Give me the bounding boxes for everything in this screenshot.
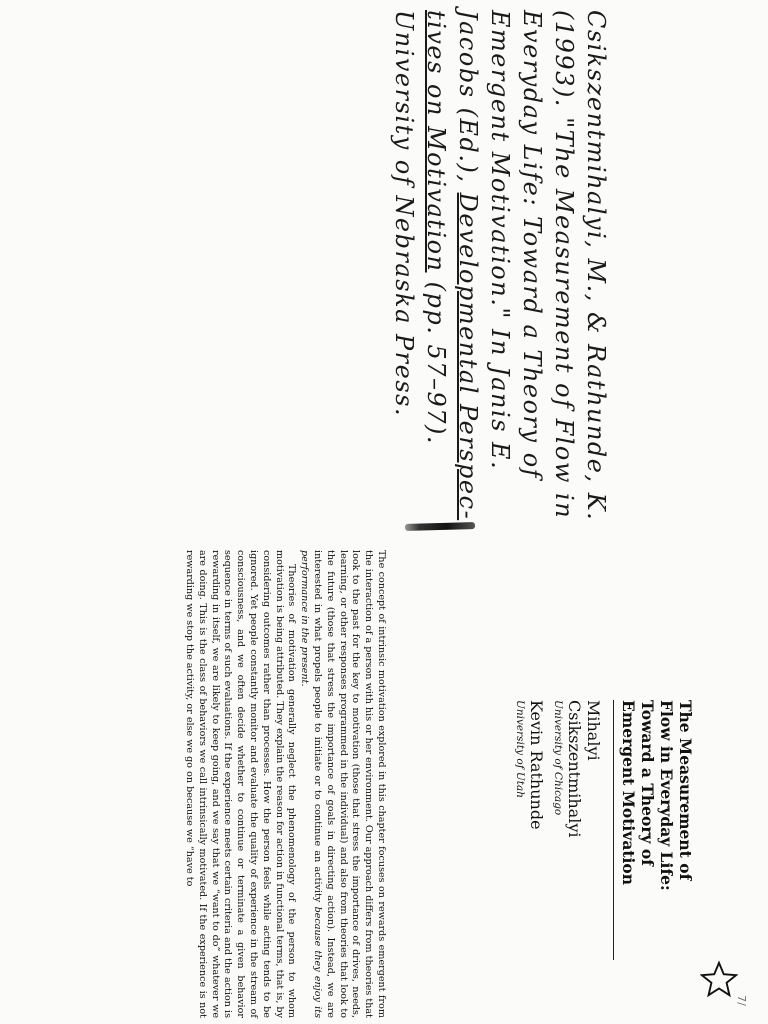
corner-mark: 7/ xyxy=(734,995,748,1006)
paragraph-1 xyxy=(297,550,387,1018)
handwritten-line: Csikszentmihalyi, M., & Rathunde, K. xyxy=(582,10,610,522)
handwritten-pages: (pp. 57–97). xyxy=(422,272,450,446)
title-rule xyxy=(613,700,614,960)
author-2-affiliation: University of Utah xyxy=(514,700,526,799)
binding-strip xyxy=(405,522,475,531)
author-1-first: Mihalyi xyxy=(584,700,603,761)
author-1-last: Csikszentmihalyi xyxy=(565,700,584,838)
star-icon xyxy=(700,960,738,998)
handwritten-editor: Jacobs (Ed.), xyxy=(454,10,482,193)
handwritten-line: (1993). "The Measurement of Flow in xyxy=(550,10,578,520)
handwritten-line: Emergent Motivation." In Janis E. xyxy=(486,10,514,471)
paragraph-1-text: The concept of intrinsic motivation explored in this chapter focuses on rewards emergent from the interaction of a person with his or her environment. Our approach differs from theories that look to the past for the key to motivation (those that stress the importance of drives, needs, learning, or other responses programmed in the individual) and also from theories that look to the future (those that stress the importance of goals in directing action). Instead, we are interested in what propels people to initiate or to continue an activity xyxy=(312,550,387,1018)
paragraph-2: Theories of motivation generally neglect the phenomenology of the person to whom motivation is being attributed. They explain the reason for action in functional terms, that is, by considering outcomes rather than processes. How the person feels while acting tends to be ignored. Yet people constantly monitor and evaluate the quality of experience in the stream of consciousness, and we often decide whether to continue or terminate a given behavior sequence in terms of such evaluations. If the experience meets certain criteria and the action is rewarding in itself, we are likely to keep going, and we say that we “want to do” whatever we are doing. This is the class of behaviors we call intrinsically motivated. If the experience is not rewarding we stop the activity, or else we go on because we “have to xyxy=(184,550,298,1018)
author-2: Kevin Rathunde xyxy=(527,700,546,830)
handwritten-citation xyxy=(52,10,612,522)
chapter-title xyxy=(619,700,695,1010)
body-text xyxy=(37,550,387,1018)
title-line: Toward a Theory of xyxy=(638,700,657,866)
handwritten-line: Everyday Life: Toward a Theory of xyxy=(518,10,546,480)
author-1-affiliation: University of Chicago xyxy=(552,700,564,816)
handwritten-book-title: Developmental Perspec- xyxy=(454,192,482,521)
handwritten-book-title-cont: tives on Motivation xyxy=(422,10,450,273)
paragraph-1-emphasis: because they enjoy its performance in the present. xyxy=(299,550,324,1018)
title-block xyxy=(465,700,695,1010)
handwritten-line: University of Nebraska Press. xyxy=(390,10,418,418)
title-line: Flow in Everyday Life: xyxy=(657,700,676,891)
title-line: The Measurement of xyxy=(676,700,695,881)
handwritten-line xyxy=(420,10,452,480)
title-line: Emergent Motivation xyxy=(619,700,638,886)
handwritten-line xyxy=(452,10,484,521)
